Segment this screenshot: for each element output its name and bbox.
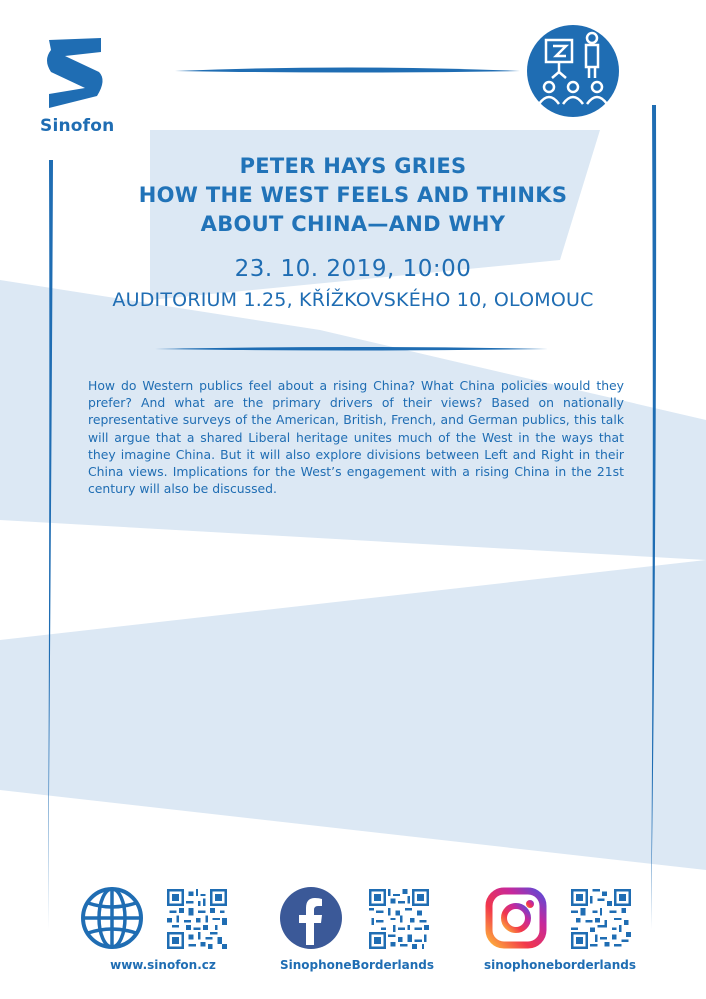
lecture-presentation-icon	[526, 24, 620, 118]
qr-code-facebook[interactable]	[369, 889, 429, 949]
instagram-icon[interactable]	[483, 885, 549, 951]
talk-abstract: How do Western publics feel about a rising China? What China policies would they prefer? And what are the primary drivers of their views? Based on nationally representative surveys of the American, British, French, and German publics, this talk will argue that a shared Liberal heritage unites much of the West in the ways that they imagine China. But it will also explore divisions between Left and Right in their China views. Implications for the West’s engagement with a rising China in the 21st century will also be discussed.	[88, 378, 624, 497]
sinofon-s-icon	[43, 36, 107, 110]
facebook-icon[interactable]	[278, 885, 344, 951]
event-title-block	[0, 152, 706, 239]
instagram-link[interactable]: sinophoneborderlands	[484, 958, 636, 972]
brand-name: Sinofon	[40, 116, 115, 136]
facebook-link[interactable]: SinophoneBorderlands	[279, 958, 435, 972]
qr-code-instagram[interactable]	[571, 889, 631, 949]
talk-title-line-2: ABOUT CHINA—AND WHY	[200, 212, 506, 236]
sinofon-logo	[40, 36, 115, 136]
speaker-name: PETER HAYS GRIES	[239, 154, 467, 178]
event-date-time: 23. 10. 2019, 10:00	[234, 256, 472, 282]
event-venue: AUDITORIUM 1.25, KŘÍŽKOVSKÉHO 10, OLOMOUC	[112, 289, 594, 311]
globe-icon[interactable]	[79, 885, 145, 951]
qr-code-website[interactable]	[167, 889, 227, 949]
website-link[interactable]: www.sinofon.cz	[110, 958, 216, 972]
talk-title-line-1: HOW THE WEST FEELS AND THINKS	[138, 183, 568, 207]
